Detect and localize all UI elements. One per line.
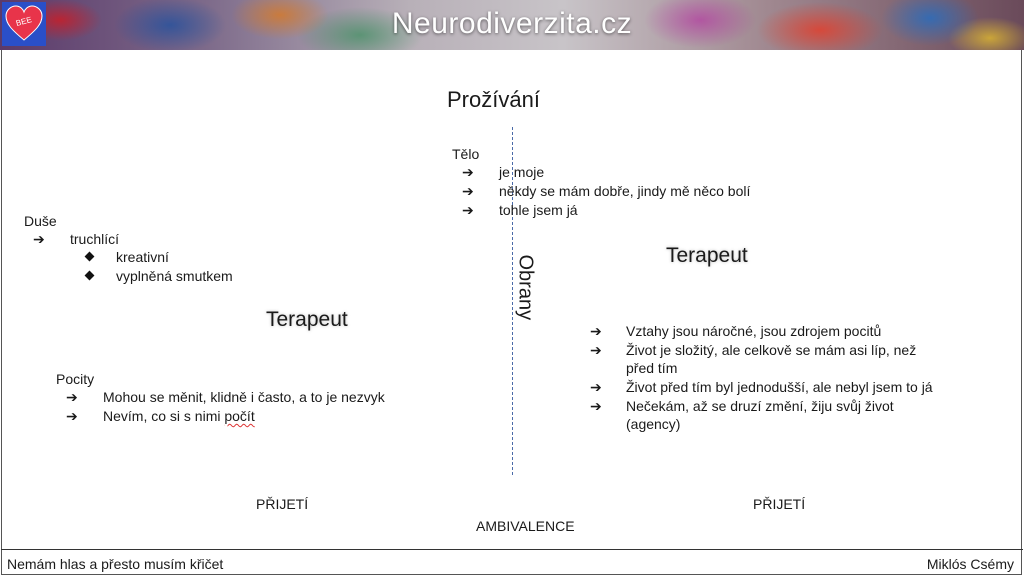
- arrow-icon: ➔: [66, 408, 78, 424]
- site-title: Neurodiverzita.cz: [391, 7, 633, 40]
- right-list-item: Život před tím byl jednodušší, ale nebyl jsem to já: [626, 379, 933, 395]
- terapeut-left-label: Terapeut: [266, 308, 348, 331]
- terapeut-right-label: Terapeut: [666, 244, 748, 267]
- pocity-item: Nevím, co si s nimi počít: [103, 408, 255, 424]
- right-list-item: Vztahy jsou náročné, jsou zdrojem pocitů: [626, 323, 882, 339]
- duse-item: truchlící: [70, 231, 120, 247]
- right-list-item: Život je složitý, ale celkově se mám asi líp, než: [626, 342, 917, 358]
- spellcheck-word: počít: [224, 408, 255, 424]
- arrow-icon: ➔: [462, 183, 474, 199]
- arrow-icon: ➔: [33, 231, 45, 247]
- duse-heading: Duše: [24, 213, 57, 229]
- telo-item: tohle jsem já: [499, 202, 578, 218]
- axis-label-obrany: Obrany: [514, 254, 537, 321]
- slide-title: Prožívání: [447, 87, 540, 112]
- right-list-item: Nečekám, až se druzí změní, žiju svůj život: [626, 398, 894, 414]
- pocity-item: Mohou se měnit, klidně i často, a to je nezvyk: [103, 389, 385, 405]
- duse-subitem: vyplněná smutkem: [116, 268, 233, 284]
- footer-divider: [1, 549, 1023, 550]
- prijeti-left: PŘIJETÍ: [256, 496, 309, 512]
- prijeti-right: PŘIJETÍ: [753, 496, 806, 512]
- pocity-heading: Pocity: [56, 371, 95, 387]
- arrow-icon: ➔: [462, 164, 474, 180]
- arrow-icon: ➔: [590, 398, 602, 414]
- arrow-icon: ➔: [590, 323, 602, 339]
- right-list-item-cont: před tím: [626, 360, 678, 376]
- right-list-item-cont: (agency): [626, 416, 681, 432]
- arrow-icon: ➔: [66, 389, 78, 405]
- svg-text:BEE: BEE: [14, 15, 33, 28]
- telo-heading: Tělo: [452, 146, 480, 162]
- header-banner: [0, 0, 1024, 50]
- arrow-icon: ➔: [462, 202, 474, 218]
- footer-author: Miklós Csémy: [926, 556, 1014, 572]
- arrow-icon: ➔: [590, 379, 602, 395]
- ambivalence-label: AMBIVALENCE: [476, 518, 575, 534]
- telo-item: někdy se mám dobře, jindy mě něco bolí: [499, 183, 751, 199]
- footer-title: Nemám hlas a přesto musím křičet: [7, 556, 224, 572]
- arrow-icon: ➔: [590, 342, 602, 358]
- telo-item: je moje: [499, 164, 545, 180]
- duse-subitem: kreativní: [116, 249, 169, 265]
